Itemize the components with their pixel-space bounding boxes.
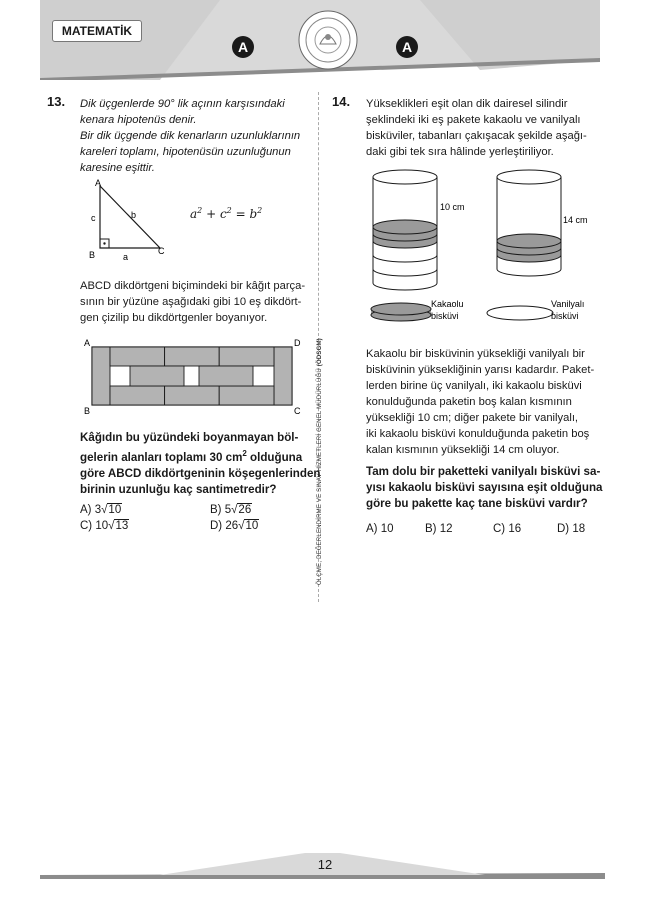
meb-emblem-icon: [298, 10, 358, 70]
triangle-side-b: b: [131, 210, 137, 220]
triangle-label-A: A: [95, 178, 102, 188]
question-13-intro: Dik üçgenlerde 90° lik açının karşısındaki kenara hipotenüs denir. Bir dik üçgende dik kenarların uzunluklarının kareleri toplamı, hipotenüsün uzunluğunun karesine eşittir.: [80, 98, 301, 174]
rect-label-A: A: [84, 338, 91, 348]
right-triangle-figure: [85, 176, 180, 266]
q13-option-b[interactable]: B) 5√26: [210, 504, 252, 516]
q13-option-d[interactable]: D) 26√10: [210, 520, 259, 532]
legend-cocoa-label-1: Kakaolu: [431, 299, 464, 309]
q14-option-b[interactable]: B) 12: [425, 523, 453, 535]
page-number: 12: [317, 857, 333, 872]
q13-option-a[interactable]: A) 3√10: [80, 504, 122, 516]
question-14-question: Tam dolu bir paketteki vanilyalı bisküvi sa- yısı kakaolu bisküvi sayısına eşit olduğuna göre bu pakette kaç tane bisküvi vardır?: [366, 465, 603, 510]
sidebar-publisher-text: ÖLÇME, DEĞERLENDİRME VE SINAV HİZMETLERİ GENEL MÜDÜRLÜĞÜ (ÖDSGM): [317, 338, 323, 585]
question-13-number: 13.: [47, 94, 66, 109]
pythagorean-formula: $a^2 + c^2 = b^2$: [190, 206, 263, 221]
triangle-side-c: c: [91, 213, 96, 223]
q13-option-c[interactable]: C) 10√13: [80, 520, 129, 532]
rect-label-C: C: [294, 406, 301, 416]
triangle-label-C: C: [158, 246, 165, 256]
q14-option-a[interactable]: A) 10: [366, 523, 394, 535]
question-14-body: Kakaolu bir bisküvinin yüksekliği vanilyalı bir bisküvinin yüksekliğinin yarısı kadardır. Paket- lerden birine üç vanilyalı, iki kakaolu bisküvi konulduğunda paketin boş kalan kısmının yüksekliği 10 cm; diğer pakete bir vanilyalı, iki kakaolu bisküvi konulduğunda paketin boş kalan kısmının yüksekliği 14 cm oluyor.: [366, 348, 595, 456]
question-14-intro: Yükseklikleri eşit olan dik dairesel silindir şeklindeki iki eş pakete kakaolu ve vanilyalı bisküviler, tabanları çakışacak şekilde aşağı- daki gibi tek sıra hâlinde yerleştiriliyor.: [366, 98, 587, 158]
q14-option-c[interactable]: C) 16: [493, 523, 522, 535]
triangle-side-a: a: [123, 252, 129, 262]
left-package-gap-label: 10 cm: [440, 202, 465, 212]
rect-label-D: D: [294, 338, 301, 348]
legend-cocoa-label-2: bisküvi: [431, 311, 459, 321]
subject-label: MATEMATİK: [52, 20, 142, 42]
right-package-cylinder: [497, 170, 588, 276]
legend-vanilla-label-2: bisküvi: [551, 311, 579, 321]
question-14-number: 14.: [332, 94, 351, 109]
rectangle-abcd-figure: [82, 336, 312, 418]
right-package-gap-label: 14 cm: [563, 215, 588, 225]
booklet-type-badge-left: A: [232, 36, 254, 58]
triangle-label-B: B: [89, 250, 96, 260]
rect-label-B: B: [84, 406, 91, 416]
legend-vanilla-label-1: Vanilyalı: [551, 299, 585, 309]
biscuit-packages-figure: [365, 163, 605, 323]
left-package-cylinder: [373, 170, 465, 290]
booklet-type-badge-right: A: [396, 36, 418, 58]
q14-option-d[interactable]: D) 18: [557, 523, 586, 535]
legend-vanilla-biscuit: [487, 299, 584, 321]
question-13-question: Kâğıdın bu yüzündeki boyanmayan böl- gelerin alanları toplamı 30 $cm^2$ olduğuna göre ABCD dikdörtgeninin köşegenlerinden birinin uzunluğu kaç santimetredir?: [80, 431, 321, 496]
legend-cocoa-biscuit: [371, 299, 464, 321]
question-13-body: ABCD dikdörtgeni biçimindeki bir kâğıt parça- sının bir yüzüne aşağıdaki gibi 10 eş dikdört- gen çizilip bu dikdörtgenler boyanıyor.: [80, 280, 306, 324]
